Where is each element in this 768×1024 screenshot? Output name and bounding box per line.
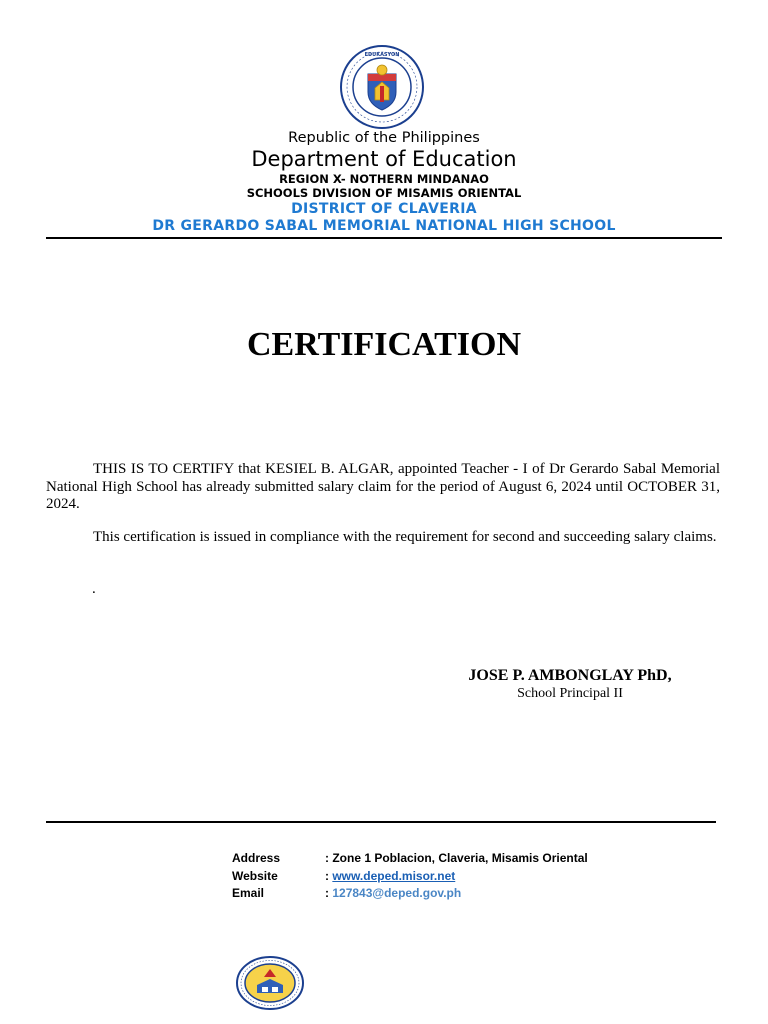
school-name-line: DR GERARDO SABAL MEMORIAL NATIONAL HIGH SCHOOL [152,218,616,234]
website-link[interactable]: www.deped.misor.net [332,869,456,883]
signatory-name: JOSE P. AMBONGLAY PhD, [468,667,672,684]
address-label: Address [232,851,281,865]
department-name: Department of Education [251,147,517,171]
website-label: Website [232,869,278,883]
document-title: CERTIFICATION [247,326,521,363]
website-row [325,869,455,883]
address-value: : Zone 1 Poblacion, Claveria, Misamis Oriental [325,851,588,865]
country-line: Republic of the Philippines [288,130,480,146]
email-row [325,886,461,900]
district-line: DISTRICT OF CLAVERIA [291,201,477,217]
footer-divider [46,821,716,823]
email-label: Email [232,886,265,900]
compliance-paragraph: This certification is issued in compliance with the requirement for second and succeeding salary claims. [93,529,717,545]
school-seal-icon [235,955,305,1011]
trailing-period: . [92,581,96,597]
certification-paragraph: THIS IS TO CERTIFY that KESIEL B. ALGAR, appointed Teacher - I of Dr Gerardo Sabal Memorial National High School has already submitted salary claim for the period of August 6, 2024 until OCTOBER 31, 2024. [46,461,720,512]
svg-text:EDUKASYON: EDUKASYON [364,52,400,58]
region-line: REGION X- NOTHERN MINDANAO [279,172,489,186]
signatory-position: School Principal II [517,686,623,701]
email-value[interactable]: 127843@deped.gov.ph [332,886,462,900]
deped-seal-icon [339,44,425,130]
email-prefix: : [325,886,333,900]
website-prefix: : [325,869,333,883]
division-line: SCHOOLS DIVISION OF MISAMIS ORIENTAL [246,186,522,200]
header-divider [46,237,722,239]
